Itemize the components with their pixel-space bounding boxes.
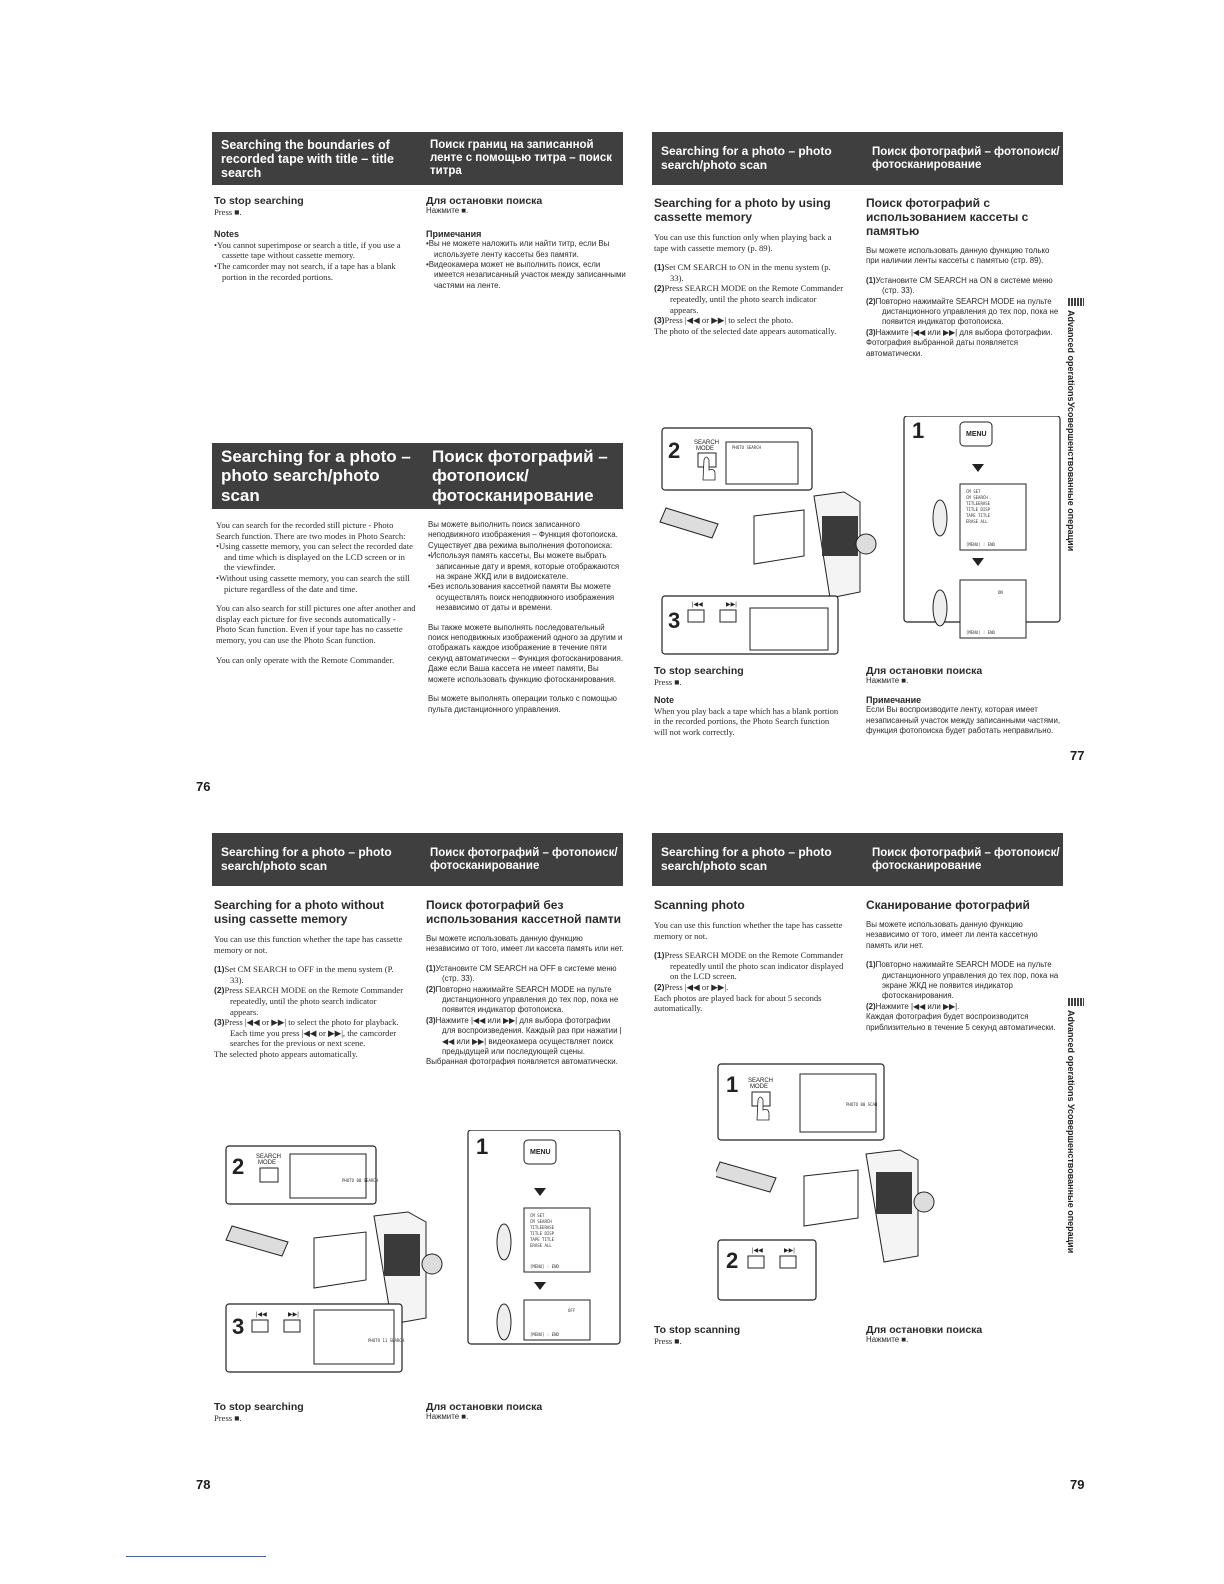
side-tab-en: Advanced operations (1066, 310, 1076, 402)
step-item: (2)Повторно нажимайте SEARCH MODE на пульте дистанционного управления до тех пор, пока не появится индикатор фотопоиска. (426, 984, 619, 1015)
stop-section-ru (866, 1325, 1062, 1346)
photo-search-label: PHOTO 00 SEARCH (342, 1178, 379, 1183)
menu-item: TITLEERASE (530, 1225, 555, 1230)
step-item: (2)Повторно нажимайте SEARCH MODE на пульте дистанционного управления до тех пор, пока не появится индикатор фотопоиска. (866, 296, 1059, 327)
forward-button (284, 1320, 300, 1332)
remote-commander (660, 508, 718, 538)
lcd-screen (314, 1310, 394, 1364)
step-item: (3)Нажмите |◀◀ или ▶▶| для выбора фотографии для воспроизведения. Каждый раз при нажатии |◀◀ или ▶▶| видеокамера осуществляет поиск предыдущей или последующей сцены. (426, 1015, 622, 1057)
paragraph: Вы можете выполнять операции только с помощью пульта дистанционного управления. (428, 694, 617, 714)
step-item: (1)Установите CM SEARCH на OFF в системе меню (стр. 33). (426, 963, 617, 984)
lcd-screen (290, 1154, 366, 1198)
camcorder-panel (822, 516, 858, 556)
section-heading: Scanning photo (654, 898, 745, 912)
step-3-number: 3 (232, 1314, 245, 1339)
banner-text-ru: Поиск фотографий – фотопоиск/ фотосканирование (430, 846, 618, 872)
stop-heading-ru: Для остановки поиска (866, 1324, 983, 1336)
paragraph: Вы также можете выполнять последовательный поиск неподвижных изображений одного за другим и отображать каждое изображение в течение пяти секунд автоматически – Функция фотосканирования. Даже если Ваша кассета не имеет памяти, Вы можете использовать функцию фотосканирования. (428, 622, 624, 684)
step-item: (3)Нажмите |◀◀ или ▶▶| для выбора фотографии. (866, 327, 1053, 337)
paragraph: You can use this function only when playing back a tape with cassette memory (p. 89). (654, 232, 832, 253)
remote-commander (716, 1162, 776, 1192)
paragraph: You can also search for still pictures one after another and display each picture for five seconds automatically - Photo Scan function. Even if your tape has no cassette memory, you can use the Photo Scan function. (216, 603, 416, 645)
stop-body-ru: Нажмите ■. (866, 676, 909, 686)
column-en (654, 898, 850, 1014)
banner-text-en: Searching for a photo – photo search/photo scan (661, 144, 832, 172)
banner-text-ru: Поиск фотографий – фотопоиск/ фотосканирование (872, 846, 1060, 872)
step-1-number: 1 (476, 1134, 489, 1159)
lcd-screen (750, 608, 828, 650)
section-heading: Сканирование фотографий (866, 898, 1030, 912)
step-item: (2)Press SEARCH MODE on the Remote Commander repeatedly, until the photo search indicator appears. (654, 283, 844, 315)
paragraph: You can use this function whether the tape has cassette memory or not. (214, 934, 403, 955)
forward-label: ▶▶| (726, 602, 737, 608)
forward-label: ▶▶| (288, 1312, 299, 1318)
mode-label: MODE (258, 1160, 276, 1166)
menu-item: TITLE DISP (530, 1231, 555, 1236)
menu-item: ERASE ALL (966, 519, 988, 524)
banner-text-en: Searching the boundaries of recorded tape with title – title search (221, 137, 394, 180)
step-item: (2)Press SEARCH MODE on the Remote Commander repeatedly, until the photo search indicator appears. (214, 985, 404, 1017)
banner-text-ru: Поиск границ на записанной ленте с помощью титра – поиск титра (430, 139, 613, 177)
stop-heading-ru: Для остановки поиска (426, 195, 543, 207)
paragraph: You can search for the recorded still picture - Photo Search function. There are two modes in Photo Search: (216, 520, 406, 541)
photo-search-no-cm-illustration (214, 1130, 624, 1378)
photo-search-label: PHOTO SEARCH (732, 445, 761, 450)
photo-scan-illustration (716, 1062, 956, 1312)
paragraph: Выбранная фотография появляется автоматически. (426, 1057, 618, 1067)
note-body-ru: Если Вы воспроизводите ленту, которая имеет незаписанный участок между записанными частями, функция фотопоиска будет работать неправильно. (866, 705, 1061, 736)
step-item: (1)Set CM SEARCH to OFF in the menu system (P. 33). (214, 964, 394, 985)
section-banner (652, 833, 1063, 886)
paragraph: Each photos are played back for about 5 seconds automatically. (654, 992, 822, 1014)
banner-text-en: Searching for a photo – photo search/photo scan (221, 845, 392, 873)
bullet-item: •Используя память кассеты, Вы можете выбрать записанные дату и время, которые отображаются на экране ЖКД или в видоискателе. (428, 551, 620, 582)
step-item: (1)Press SEARCH MODE on the Remote Commander repeatedly until the photo scan indicator displayed on the LCD screen. (654, 950, 844, 982)
stop-heading-en: To stop searching (214, 195, 304, 207)
page-number: 76 (196, 779, 211, 794)
side-tab-en: Advanced operations (1066, 1010, 1076, 1102)
step-2-number: 2 (668, 438, 681, 463)
rewind-label: |◀◀ (692, 602, 703, 608)
menu-end-label: [MENU] : END (966, 542, 995, 547)
stop-heading-ru: Для остановки поиска (426, 1401, 543, 1413)
menu-item: TAPE TITLE (530, 1237, 555, 1242)
control-dial (497, 1304, 511, 1340)
section-banner-title-search (212, 132, 623, 185)
notes-heading-en: Notes (214, 229, 240, 240)
photo-search-label: PHOTO 11 SEARCH (368, 1338, 405, 1343)
stop-heading-en: To stop searching (654, 665, 744, 677)
stop-body-en: Press ■. (654, 1335, 682, 1346)
rewind-button (748, 1256, 764, 1268)
step-item: (2)Press |◀◀ or ▶▶|. (654, 981, 729, 992)
camcorder-lens (422, 1254, 442, 1274)
photo-search-illustration (654, 416, 1064, 656)
section-banner (212, 833, 623, 886)
note-item: •You cannot superimpose or search a title, if you use a cassette tape without cassette memory. (214, 239, 401, 261)
page-number: 77 (1070, 748, 1085, 763)
section-heading: Searching for a photo without using cassette memory (214, 898, 384, 926)
step-1-number: 1 (912, 418, 925, 443)
forward-button (780, 1256, 796, 1268)
section-heading: Поиск фотографий с использованием кассеты с памятью (866, 196, 1029, 238)
step-item: (1)Повторно нажимайте SEARCH MODE на пульте дистанционного управления до тех пор, пока на экране ЖКД не появится индикатор фотосканирования. (866, 960, 1059, 1001)
photo-scan-label: PHOTO 00 SCAN (846, 1102, 878, 1107)
column-en (214, 898, 406, 1060)
search-label: SEARCH (748, 1078, 774, 1084)
rewind-label: |◀◀ (256, 1312, 267, 1318)
page-number: 78 (196, 1477, 211, 1492)
menu-label: MENU (966, 431, 987, 438)
search-label: SEARCH (256, 1154, 282, 1160)
stop-body-ru: Нажмите ■. (426, 1412, 469, 1422)
search-label: SEARCH (694, 440, 720, 446)
step-item: (3)Press |◀◀ or ▶▶| to select the photo for playback. Each time you press |◀◀ or ▶▶|, the camcorder searches for the previous or next scene. (214, 1017, 399, 1049)
stop-body-en: Press ■. (654, 676, 682, 687)
menu-item: CM SEARCH (966, 495, 988, 500)
footnote-divider (126, 1556, 266, 1557)
mode-label: MODE (750, 1084, 768, 1090)
menu-end-label: [MENU] : END (966, 630, 995, 635)
menu-item: TITLEERASE (966, 501, 991, 506)
column-en (654, 196, 844, 336)
paragraph: Вы можете использовать данную функцию независимо от того, имеет ли кассета память или нет. (426, 934, 624, 954)
stop-section-ru (866, 666, 1062, 736)
camcorder-lens (856, 534, 876, 554)
menu-item: ERASE ALL (530, 1243, 552, 1248)
notes-heading-ru: Примечания (426, 228, 482, 239)
paragraph: Каждая фотография будет воспроизводится приблизительно в течение 5 секунд автоматически. (866, 1012, 1056, 1032)
rewind-label: |◀◀ (752, 1248, 763, 1254)
menu-item: CM SET (966, 489, 981, 494)
banner-text-ru: Поиск фотографий – фотопоиск/ фотосканирование (432, 447, 608, 505)
stop-body-ru: Нажмите ■. (866, 1335, 909, 1345)
paragraph: The selected photo appears automatically. (214, 1048, 358, 1059)
control-dial (933, 590, 947, 626)
stop-body-en: Press ■. (214, 206, 242, 217)
rewind-button (252, 1320, 268, 1332)
menu-item: TITLE DISP (966, 507, 991, 512)
menu-item: TAPE TITLE (966, 513, 991, 518)
off-label: OFF (568, 1308, 576, 1313)
paragraph: Вы можете выполнить поиск записанного неподвижного изображения – Функция фотопоиска. Существует два режима выполнения фотопоиска: (428, 520, 618, 550)
lcd-flip-screen (754, 510, 804, 564)
paragraph: You can only operate with the Remote Commander. (216, 654, 395, 665)
stop-heading-en: To stop searching (214, 1401, 304, 1413)
photo-search-intro-en (216, 520, 416, 665)
camcorder-panel (876, 1172, 912, 1214)
mode-label: MODE (696, 446, 714, 452)
menu-end-label: [MENU] : END (530, 1264, 559, 1269)
forward-button (720, 610, 736, 622)
step-item: (1)Установите CM SEARCH на ON в системе меню (стр. 33). (866, 275, 1053, 296)
section-heading: Searching for a photo by using cassette memory (654, 196, 831, 224)
bullet-item: •Using cassette memory, you can select the recorded date and time which is displayed on the LCD screen or in the viewfinder. (216, 541, 413, 573)
section-heading: Поиск фотографий без использования кассетной памти (426, 898, 621, 926)
step-item: (2)Нажмите |◀◀ или ▶▶|. (866, 1001, 960, 1011)
stop-section-ru (426, 1402, 622, 1423)
note-heading-ru: Примечание (866, 694, 922, 705)
stop-section-en (654, 666, 844, 738)
rewind-button (688, 610, 704, 622)
step-item: (3)Press |◀◀ or ▶▶| to select the photo. (654, 315, 794, 326)
note-body-en: When you play back a tape which has a blank portion in the recorded portions, the Photo Search function will not work correctly. (654, 705, 839, 737)
remote-commander (226, 1226, 288, 1256)
menu-item: CM SEARCH (530, 1219, 552, 1224)
stop-body-ru: Нажмите ■. (426, 206, 469, 216)
lcd-flip-screen (804, 1170, 858, 1226)
step-2-number: 2 (232, 1154, 245, 1179)
forward-label: ▶▶| (784, 1248, 795, 1254)
section-banner (652, 132, 1063, 185)
paragraph: Вы можете использовать данную функцию только при наличии ленты кассеты с памятью (стр. 89). (866, 246, 1050, 266)
paragraph: Вы можете использовать данную функцию независимо от того, имеет ли лента кассетную память или нет. (866, 920, 1038, 950)
step-1-number: 1 (726, 1072, 739, 1097)
menu-end-label: [MENU] : END (530, 1332, 559, 1337)
note-item: •The camcorder may not search, if a tape has a blank portion in the recorded portions. (214, 260, 396, 282)
photo-search-intro-ru (428, 520, 624, 715)
paragraph: The photo of the selected date appears automatically. (654, 325, 837, 336)
paragraph: Фотография выбранной даты появляется автоматически. (866, 338, 1018, 358)
side-tab-marker (1068, 298, 1084, 306)
column-ru (866, 898, 1062, 1033)
search-mode-button (260, 1168, 278, 1182)
stop-section-en (214, 1402, 404, 1423)
banner-text-ru: Поиск фотографий – фотопоиск/ фотосканирование (872, 145, 1060, 171)
column-ru (866, 196, 1062, 359)
side-tab-ru: Усовершенствованные операции (1066, 1104, 1076, 1254)
step-item: (1)Set CM SEARCH to ON in the menu system (p. 33). (654, 262, 831, 283)
note-item: •Вы не можете наложить или найти титр, если Вы используете ленту кассеты без памяти. (426, 239, 610, 259)
menu-label: MENU (530, 1149, 551, 1156)
bullet-item: •Without using cassette memory, you can search the still picture regardless of the date and time. (216, 572, 410, 594)
section-banner-photo-search (212, 443, 623, 509)
stop-body-en: Press ■. (214, 1412, 242, 1423)
stop-section-en (654, 1325, 844, 1346)
banner-text-en: Searching for a photo – photo search/photo scan (661, 845, 832, 873)
side-tab-marker (1068, 998, 1084, 1006)
stop-section-ru (426, 196, 626, 291)
step-2-number: 2 (726, 1248, 739, 1273)
side-tab-ru: Усовершенствованные операции (1066, 402, 1076, 552)
camcorder-lens (914, 1192, 934, 1212)
page-number: 79 (1070, 1477, 1085, 1492)
bullet-item: •Без использования кассетной памяти Вы можете осуществлять поиск неподвижного изображения независимо от даты и времени. (428, 582, 615, 613)
control-dial (933, 500, 947, 536)
lcd-flip-screen (314, 1232, 366, 1288)
paragraph: You can use this function whether the tape has cassette memory or not. (654, 920, 843, 941)
menu-item: CM SET (530, 1213, 545, 1218)
stop-heading-en: To stop scanning (654, 1324, 741, 1336)
column-ru (426, 898, 624, 1068)
control-dial (497, 1224, 511, 1260)
stop-section-en (214, 196, 414, 282)
on-label: ON (998, 590, 1003, 595)
banner-text-en: Searching for a photo – photo search/photo scan (221, 447, 411, 505)
step-3-number: 3 (668, 608, 681, 633)
stop-heading-ru: Для остановки поиска (866, 665, 983, 677)
note-item: •Видеокамера может не выполнить поиск, если имеется незаписанный участок между записанными частями на ленте. (426, 260, 626, 290)
note-heading-en: Note (654, 695, 674, 706)
camcorder-panel (384, 1234, 420, 1276)
